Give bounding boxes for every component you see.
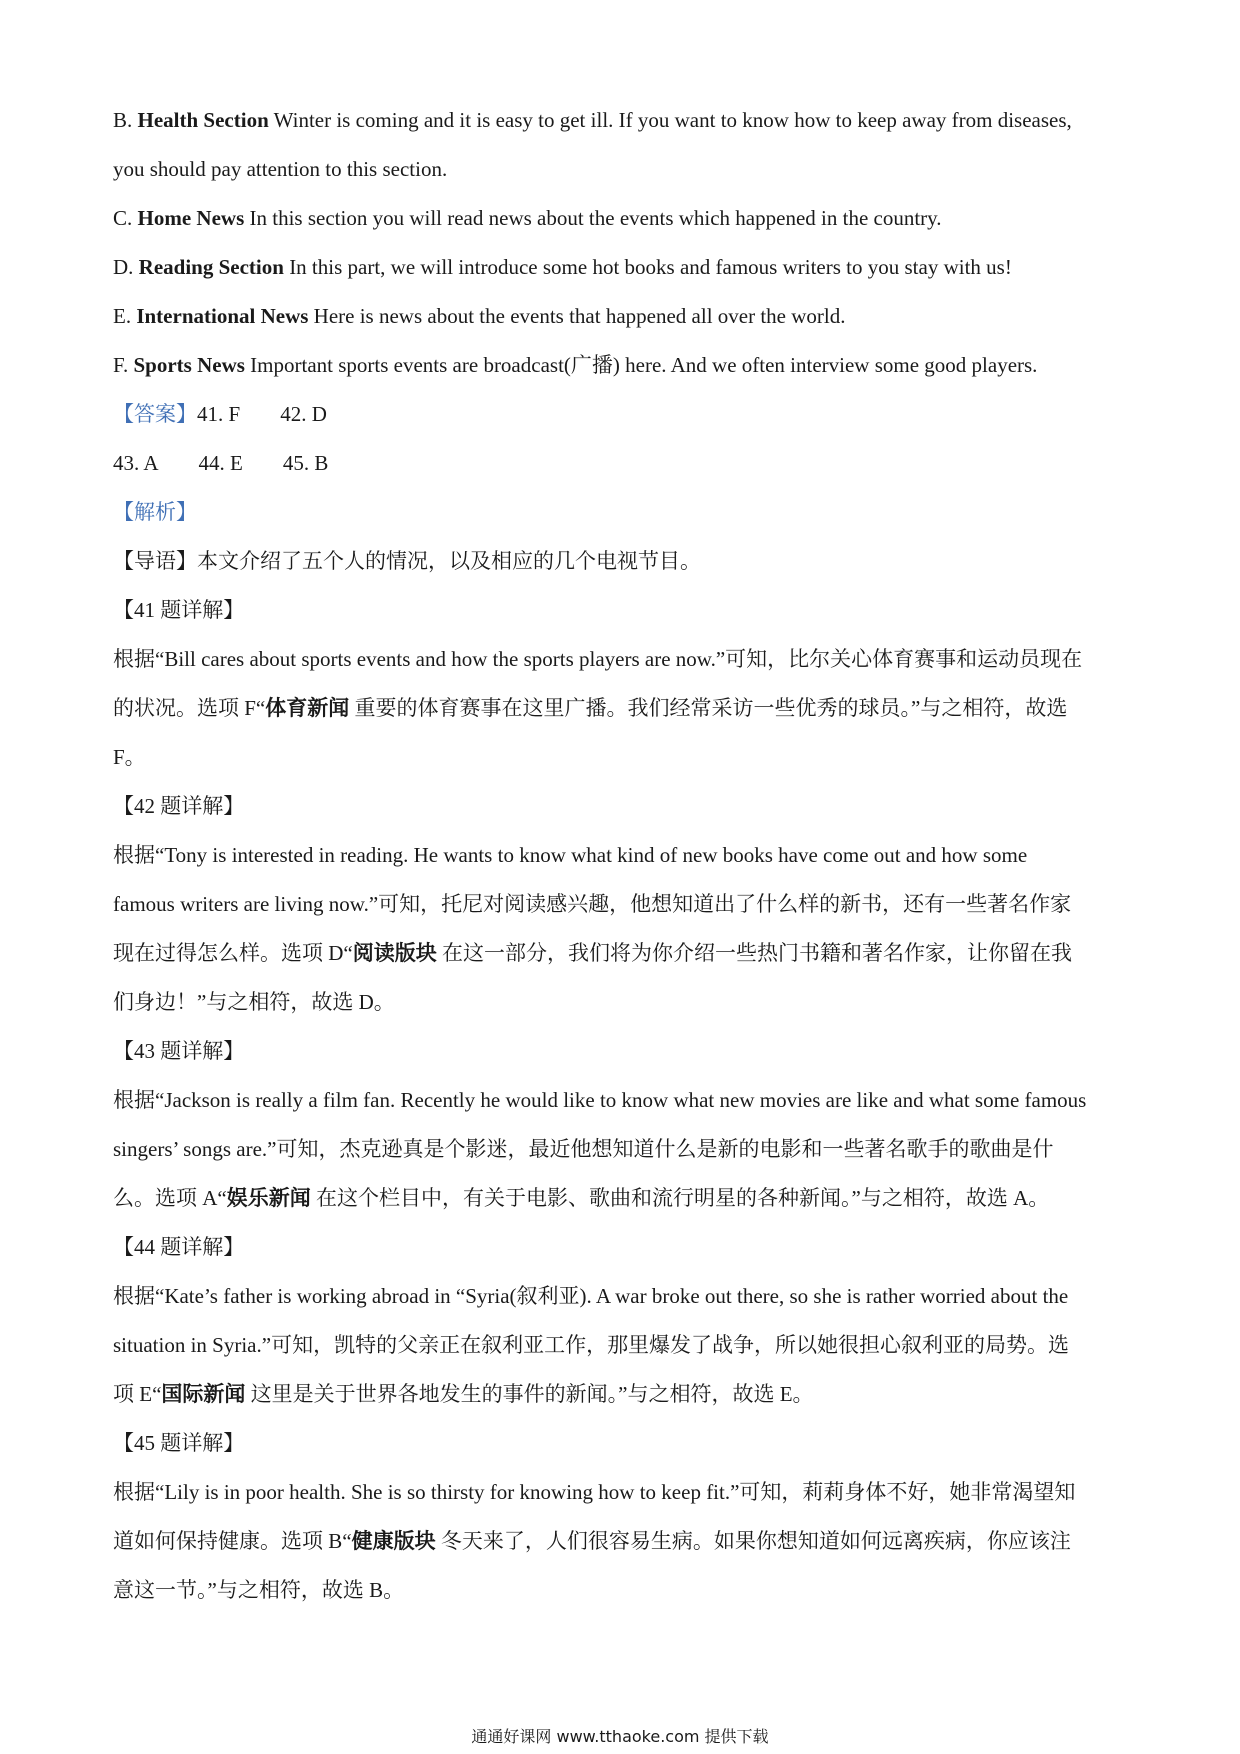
answer-44: 44. E	[198, 451, 243, 475]
option-b-line-1: B. Health Section Winter is coming and it is easy to get ill. If you want to know how to keep away from diseases,	[113, 108, 1072, 132]
page-footer: 通通好课网 www.tthaoke.com 提供下载	[471, 1727, 769, 1746]
q41-line-3: F。	[113, 745, 146, 769]
q44-line-3: 项 E“国际新闻 这里是关于世界各地发生的事件的新闻。”与之相符，故选 E。	[113, 1382, 814, 1406]
option-d-line: D. Reading Section In this part, we will introduce some hot books and famous writers to you stay with us!	[113, 255, 1012, 279]
q43-line-2: singers’ songs are.”可知，杰克逊真是个影迷，最近他想知道什么是新的电影和一些著名歌手的歌曲是什	[113, 1137, 1054, 1161]
q45-line-2: 道如何保持健康。选项 B“健康版块 冬天来了，人们很容易生病。如果你想知道如何远离疾病，你应该注	[113, 1529, 1071, 1553]
analysis-label: 【解析】	[113, 500, 197, 524]
q41-heading: 【41 题详解】	[113, 598, 245, 622]
page-content	[113, 96, 1133, 1615]
q42-line-3: 现在过得怎么样。选项 D“阅读版块 在这一部分，我们将为你介绍一些热门书籍和著名作家，让你留在我	[113, 941, 1072, 965]
q43-line-3: 么。选项 A“娱乐新闻 在这个栏目中，有关于电影、歌曲和流行明星的各种新闻。”与之相符，故选 A。	[113, 1186, 1050, 1210]
guide-text: 【导语】本文介绍了五个人的情况，以及相应的几个电视节目。	[113, 549, 701, 573]
option-c-title: Home News	[137, 206, 245, 230]
q44-heading: 【44 题详解】	[113, 1235, 245, 1259]
option-b-line-2: you should pay attention to this section.	[113, 157, 448, 181]
option-f-title: Sports News	[133, 353, 245, 377]
option-f-line: F. Sports News Important sports events are broadcast(广播) here. And we often interview some good players.	[113, 353, 1038, 377]
answer-label: 【答案】	[113, 402, 197, 426]
q42-heading: 【42 题详解】	[113, 794, 245, 818]
q41-line-2: 的状况。选项 F“体育新闻 重要的体育赛事在这里广播。我们经常采访一些优秀的球员。”与之相符，故选	[113, 696, 1068, 720]
q41-line-1: 根据“Bill cares about sports events and how the sports players are now.”可知，比尔关心体育赛事和运动员现在	[113, 647, 1083, 671]
option-d-title: Reading Section	[138, 255, 284, 279]
answer-43: 43. A	[113, 451, 159, 475]
q45-line-3: 意这一节。”与之相符，故选 B。	[113, 1578, 405, 1602]
option-b-title: Health Section	[137, 108, 269, 132]
q44-line-2: situation in Syria.”可知，凯特的父亲正在叙利亚工作，那里爆发了战争，所以她很担心叙利亚的局势。选	[113, 1333, 1070, 1357]
q45-heading: 【45 题详解】	[113, 1431, 245, 1455]
q44-line-1: 根据“Kate’s father is working abroad in “Syria(叙利亚). A war broke out there, so she is rather worried about the	[113, 1284, 1069, 1308]
option-e-title: International News	[136, 304, 309, 328]
answer-42: 42. D	[280, 402, 327, 426]
q43-heading: 【43 题详解】	[113, 1039, 245, 1063]
q45-line-1: 根据“Lily is in poor health. She is so thirsty for knowing how to keep fit.”可知，莉莉身体不好，她非常渴望知	[113, 1480, 1076, 1504]
answer-line-2	[113, 439, 1133, 488]
q42-line-1: 根据“Tony is interested in reading. He wants to know what kind of new books have come out and how some	[113, 843, 1028, 867]
option-e-line: E. International News Here is news about the events that happened all over the world.	[113, 304, 846, 328]
answer-41: 41. F	[197, 402, 241, 426]
q43-line-1: 根据“Jackson is really a film fan. Recently he would like to know what new movies are like and what some famous	[113, 1088, 1087, 1112]
answer-45: 45. B	[282, 451, 329, 475]
answer-line-1	[113, 390, 1133, 439]
option-c-line: C. Home News In this section you will read news about the events which happened in the country.	[113, 206, 942, 230]
q42-line-4: 们身边！”与之相符，故选 D。	[113, 990, 395, 1014]
q42-line-2: famous writers are living now.”可知，托尼对阅读感兴趣，他想知道出了什么样的新书，还有一些著名作家	[113, 892, 1072, 916]
